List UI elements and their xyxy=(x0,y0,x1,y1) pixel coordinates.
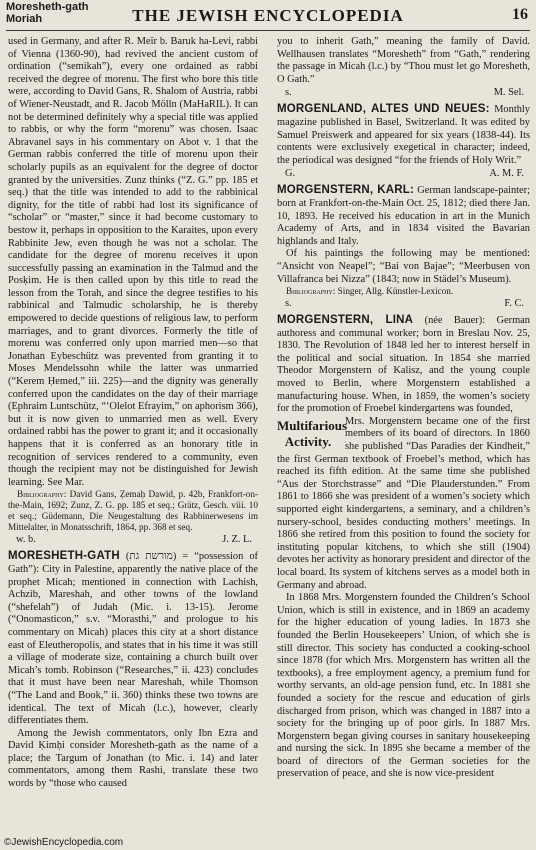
lina-sidebar-block xyxy=(277,416,530,592)
page-title: THE JEWISH ENCYCLOPEDIA xyxy=(132,6,404,25)
signature-initials: s. xyxy=(285,87,292,99)
page-header xyxy=(6,0,530,31)
karl-morgenstern-entry xyxy=(277,184,530,248)
hebrew-headword: (מורשת גת) xyxy=(125,551,177,563)
bibliography-label: Bibliography: xyxy=(17,489,67,500)
lina-morgenstern-entry xyxy=(277,314,530,416)
running-head-first-word: Moresheth-gath xyxy=(6,1,89,13)
signature-author: F. C. xyxy=(504,298,524,310)
bibliography-text: David Gans, Ẓemaḥ Dawid, p. 42b, Frankfort-on-the-Main, 1692; Zunz, Z. G. pp. 185 et seq.; Grätz, Gesch. viii. 10 et seq.; Güdemann, Die Neugestaltung des Rabbinerwesens im Mittelalter, in Monatsschrift, 1864, pp. 368 et seq. xyxy=(8,489,258,533)
signature-author: J. Z. L. xyxy=(222,534,252,546)
page-number: 16 xyxy=(512,6,528,23)
moresheth-entry xyxy=(8,550,258,727)
article-signature xyxy=(277,297,530,310)
running-head-last-word: Moriah xyxy=(6,13,43,25)
karl-paragraph-2: Of his paintings the following may be mentioned: “Ansicht von Neapel”; “Bai von Bajae”; “Meerbusen von Villafranca bei Nizza” (1843; now in Städel’s Museum). xyxy=(277,248,530,285)
entry-headword: MORGENLAND, ALTES UND NEUES: xyxy=(277,103,490,116)
entry-text: Monthly magazine published in Basel, Switzerland. It was edited by Samuel Preiswerk and appeared for six years (1838-44). Its contents were exclusively exegetical in character; indeed, the periodical was designed “for the friends of Holy Writ.” xyxy=(277,104,530,166)
karl-bibliography xyxy=(277,286,530,297)
bibliography-label: Bibliography: xyxy=(286,286,336,297)
moresheth-paragraph-2: Among the Jewish commentators, only Ibn Ezra and David Ḳimḥi consider Moresheth-gath as the name of a place; the Targum of Jonathan (to Mic. i. 14) and later commentators, among them Rashi, translate these two words by “those who caused xyxy=(8,727,258,790)
signature-initials: s. xyxy=(285,298,292,310)
entry-headword: MORGENSTERN, LINA xyxy=(277,314,414,327)
morgenland-entry xyxy=(277,103,530,167)
entry-headword: MORGENSTERN, KARL: xyxy=(277,184,415,197)
lina-paragraph-1b: Mrs. Morgenstern became one of the first members of its board of directors. In 1860 she published “Das Paradies der Kindheit,” the first German textbook of Froebel’s method, which has reached its fifth edition. At the same time she published “Aus der Storchstrasse” and “Die Plauderstunden.” From 1861 to 1866 she was president of a women’s society which supported eight kindergartens, a seminary, and a children’s nursery-school, besides conducting mothers’ meetings. In 1866 she retired from this position to found the society for instituting popular kitchens, to which she still (1904) devotes her activity as honorary president and director of the local board. Its system of kitchens serves as a model both in Germany and abroad. xyxy=(277,415,530,591)
signature-author: A. M. F. xyxy=(489,168,524,180)
left-column xyxy=(8,36,258,832)
article-signature xyxy=(277,167,530,180)
right-column xyxy=(277,36,530,832)
article-signature xyxy=(277,86,530,99)
nee-note: (née Bauer): xyxy=(413,315,486,327)
lina-paragraph-2: In 1868 Mrs. Morgenstern founded the Children’s School Union, which is still in existence, and in 1869 an academy for the higher education of young ladies. In 1873 she founded the Berlin Housekeepers’ Union, of which she is still director. This society has conducted a cooking-school since 1878 (for which Mrs. Morgenstern has written all the textbooks), a free employment agency, a premium fund for worthy servants, an old-age pension fund, etc. In 1881 she founded a society for the rescue and education of girls discharged from prison, which was changed in 1887 into a society for the bringing up of poor girls. In 1887 Mrs. Morgenstern began giving courses in sanitary housekeeping and nursing the sick. In 1895 she became a member of the board of directors of the German societies for the preservation of peace, and she is now vice-president xyxy=(277,592,530,780)
morenu-article-text: used in Germany, and after R. Meïr b. Baruk ha-Levi, rabbi of Vienna (1360-90), had revived the ancient custom of ordination (“semikah”), every one ordained as rabbi received the degree of morenu. The first who bore this title were, according to David Gans, R. Shalom of Austria, rabbi of Wiener-Neustadt, and R. Jacob Mölln (MaHaRIL). It can not be determined definitely why a special title was applied to rabbis, or why the form “morenu” was chosen. Isaac Abravanel says in his commentary on Abot v. 1 that the German rabbis conferred the title of morenu upon their scholarly pupils as an equivalent for the degree of doctor granted by the universities. Zunz thinks (“Z. G.” pp. 185 et seq.) that the title was intended to add to the rabbinical dignity, for the title of rabbi had lost its significance of “scholar” or “master,” since it had become customary to bestow it, perhaps in opposition to the Karaites, upon every Rabbinite Jew, even though he was not a scholar. The candidate for the degree of morenu receives it upon successfully passing an examination in the Talmud and the Posḳim. He is then called upon by this title to read the lesson from the Torah, and since the degree testifies to his rabbinical and Talmudic scholarship, he is thereby empowered to decide questions of religious law, to perform marriages, and to grant divorces. Formerly the title of morenu was conferred only upon married men—so that Jonathan Eybeschütz was prevented from granting it to Moses Mendelssohn while the latter was unmarried (“Kerem Ḥemed,” iii. 225)—and the dignity was generally conferred upon the candidates on the day of their marriage (Ephraim Luntschütz, “‘Olelot Efrayim,” on aphorism 366), but it is now given to unmarried men as well. Every ordained rabbi has the power to grant it; and it occasionally happens that it is conferred as an honorary title in recognition of services rendered to a community, even though the recipient may not be distinguished for Jewish learning. See Mar. xyxy=(8,36,258,488)
margin-heading: Multifarious Activity. xyxy=(277,417,348,449)
article-signature xyxy=(8,533,258,546)
entry-text: German landscape-painter; born at Frankfort-on-the-Main Oct. 25, 1812; died there Jan. 10, 1893. He received his education in art in the Munich Academy of Arts, and in 1834 visited the Bavarian highlands and Italy. xyxy=(277,185,530,247)
signature-initials: w. b. xyxy=(16,534,36,546)
signature-initials: G. xyxy=(285,168,296,180)
signature-author: M. Sel. xyxy=(493,87,524,99)
entry-text: = “possession of Gath”): City in Palestine, apparently the native place of the prophet Micah; mentioned in connection with Lachish, Achzib, Mareshah, and other towns of the lowland (“shefelah”) of Judah (Mic. i. 13-15). Jerome (“Onomasticon,” s.v. “Morasthi,” and prologue to his commentary on Micah) places this city at a short distance east of Eleutheropolis, and states that in his time it was still a village of moderate size, containing a church built over Micah’s tomb. Robinson (“Researches,” ii. 423) concludes that it must have been near Mareshah, while Thomson (“The Land and Book,” ii. 360) thinks these two towns are identical. The text of Micah (l.c.), however, clearly differentiates them. xyxy=(8,551,258,727)
continued-text: you to inherit Gath,” meaning the family of David. Wellhausen translates “Moresheth” from “Gath,” rendering the passage in Micah (l.c.) by “Thou must let go Moresheth, O Gath.” xyxy=(277,36,530,85)
bibliography-text: Singer, Allg. Künstler-Lexicon. xyxy=(335,286,454,297)
copyright-watermark: ©JewishEncyclopedia.com xyxy=(4,837,124,848)
entry-headword: MORESHETH-GATH xyxy=(8,550,120,563)
morenu-bibliography xyxy=(8,489,258,533)
entry-text: German authoress and communal worker; born in Breslau Nov. 25, 1830. The Revolution of 1848 led her to interest herself in the political and social situation. In 1854 she married Theodor Morgenstern of Kalisz, and the young couple moved to Berlin, where Morgenstern established a manufacturing house. When, in 1859, the women’s society for the promotion of Froebel kindergartens was founded, xyxy=(277,315,530,415)
